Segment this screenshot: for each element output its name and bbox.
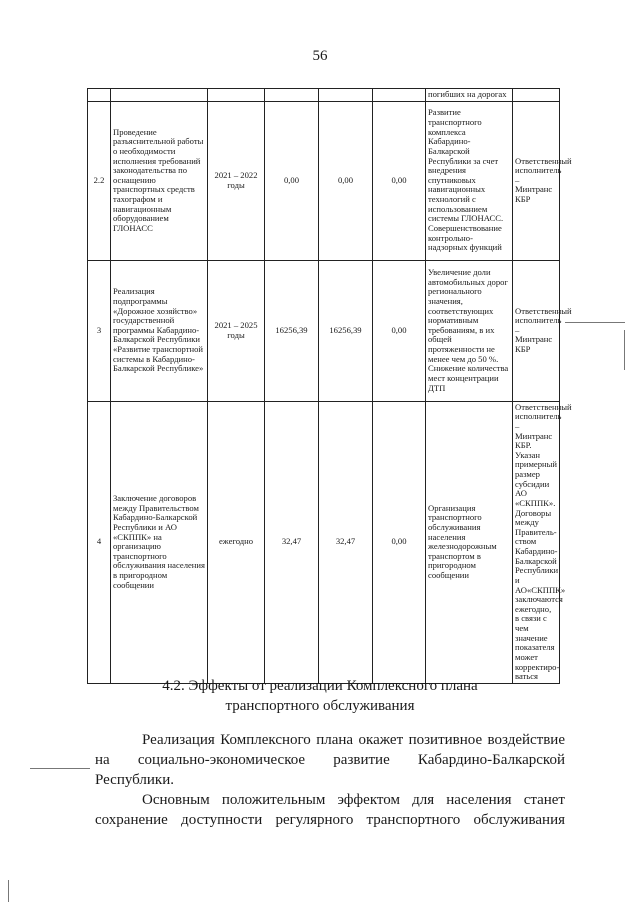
page-number: 56 [312,48,328,64]
value-cell: 32,47 [319,401,373,683]
executor-cell: Ответственный исполнитель – Минтранс КБР [513,101,560,260]
result-cell: Развитие транспортного комплекса Кабардино-Балкарской Республики за счет внедрения спутниковых навигационных технологий с использованием системы ГЛОНАСС. Совершенствование контрольно-надзорных функций [426,101,513,260]
executor-cell: Ответственный исполнитель – Минтранс КБР [513,260,560,401]
table-cell [111,89,208,102]
value-cell: 0,00 [373,260,426,401]
event-cell: Проведение разъяснительной работы о необходимости исполнения требований законодательства по оснащению транспортных средств тахографом и навигационным оборудованием ГЛОНАСС [111,101,208,260]
row-number: 4 [88,401,111,683]
scan-artifact-line [30,768,90,769]
paragraph-line: Реализация Комплексного плана окажет позитивное воздействие [142,732,565,748]
scan-artifact-line [8,880,9,902]
table-row [88,260,560,401]
value-cell: 0,00 [319,101,373,260]
period-cell: ежегодно [208,401,265,683]
table-cell [208,89,265,102]
table-cell [265,89,319,102]
paragraph-line: Основным положительным эффектом для населения станет [142,792,565,808]
result-cell: Увеличение доли автомобильных дорог регионального значения, соответствующих нормативным требованиям, в их общей протяженности не менее чем до 50 %. Снижение количества мест концентрации ДТП [426,260,513,401]
measures-table [87,88,572,684]
period-cell: 2021 – 2022 годы [208,101,265,260]
event-cell: Заключение договоров между Правительством Кабардино-Балкарской Республики и АО «СКППК» на организацию транспортного обслуживания населения в пригородном сообщении [111,401,208,683]
value-cell: 16256,39 [319,260,373,401]
value-cell: 32,47 [265,401,319,683]
scan-artifact-line [565,322,625,323]
executor-cell: Ответственный исполнитель – Минтранс КБР. Указан примерный размер субсидии АО «СКППК». Договоры между Правитель-ством Кабардино-Балкарской Республики и АО«СКППК» заключаются ежегодно, в связи с чем значение показателя может корректиро-ваться [513,401,560,683]
paragraph-line: Республики. [95,772,174,788]
value-cell: 0,00 [265,101,319,260]
event-cell: Реализация подпрограммы «Дорожное хозяйство» государственной программы Кабардино-Балкарской Республики «Развитие транспортной системы в Кабардино-Балкарской Республике» [111,260,208,401]
table-cell [88,89,111,102]
row-number: 3 [88,260,111,401]
section-heading: 4.2. Эффекты от реализации Комплексного плана [162,678,478,694]
row-number: 2.2 [88,101,111,260]
value-cell: 0,00 [373,401,426,683]
table-cell [513,89,560,102]
value-cell: 16256,39 [265,260,319,401]
period-cell: 2021 – 2025 годы [208,260,265,401]
value-cell: 0,00 [373,101,426,260]
paragraph-line: на социально-экономическое развитие Кабардино-Балкарской [95,752,565,768]
table-cell [373,89,426,102]
table-row [88,101,560,260]
result-cell: Организация транспортного обслуживания населения железнодорожным транспортом в пригородном сообщении [426,401,513,683]
table-row [88,89,560,102]
section-heading-line2: транспортного обслуживания [225,698,415,714]
table-row [88,401,560,683]
result-cell-fragment: погибших на дорогах [426,89,513,102]
paragraph-line: сохранение доступности регулярного транспортного обслуживания [95,812,565,828]
table-cell [319,89,373,102]
scan-artifact-line [624,330,625,370]
